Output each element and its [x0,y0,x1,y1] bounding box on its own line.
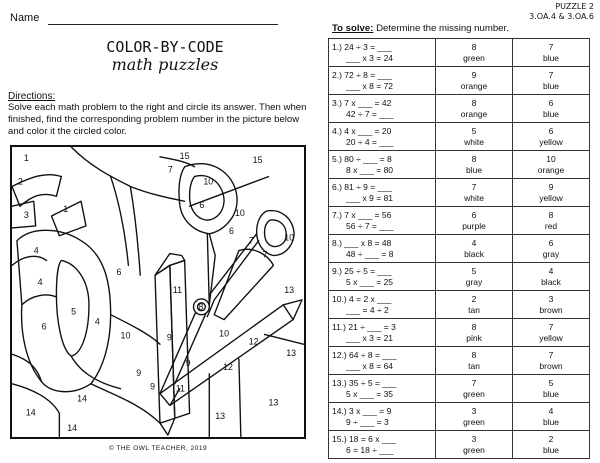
equation-2: 56 ÷ 7 = ___ [346,220,394,231]
region-number: 4 [33,245,39,256]
equation-1: 3 x ___ = 9 [349,405,392,416]
answer-color: tan [468,304,480,315]
region-number: 8 [198,301,204,312]
region-number: 1 [23,152,29,163]
standards-code: 3.OA.4 & 3.OA.6 [529,12,594,21]
equation-1: 4 = 2 x ___ [349,293,392,304]
answer-choice-1[interactable] [436,431,513,459]
problem-number: 13.) [332,377,347,388]
answer-color: black [541,276,561,287]
answer-value: 2 [548,433,554,444]
problem-equations [329,95,436,123]
answer-choice-1[interactable] [436,123,513,151]
problem-row [329,179,590,207]
problem-number: 14.) [332,405,347,416]
answer-value: 6 [548,237,554,248]
region-number: 7 [262,249,268,260]
answer-color: orange [460,80,488,91]
equation-1: 81 ÷ 9 = ___ [344,181,392,192]
name-line[interactable] [48,24,278,25]
region-number: 10 [284,232,295,243]
region-number: 12 [223,361,233,372]
answer-choice-2[interactable] [513,123,590,151]
answer-choice-1[interactable] [436,375,513,403]
answer-color: orange [460,108,488,119]
equation-2: ___ x 9 = 81 [346,192,394,203]
region-number: 14 [77,393,87,404]
region-number: 12 [248,336,259,347]
problem-number: 15.) [332,433,347,444]
equation-1: 35 ÷ 5 = ___ [349,377,397,388]
answer-choice-2[interactable] [513,263,590,291]
answer-value: 8 [471,153,477,164]
region-number: 14 [67,423,78,434]
problem-row [329,431,590,459]
answer-choice-1[interactable] [436,151,513,179]
solve-instruction [332,23,509,34]
problem-row [329,67,590,95]
problem-number: 9.) [332,265,342,276]
answer-color: black [464,248,484,259]
answer-value: 7 [471,181,477,192]
answer-choice-2[interactable] [513,179,590,207]
answer-value: 6 [471,209,477,220]
answer-choice-2[interactable] [513,347,590,375]
region-number: 9 [185,357,191,368]
answer-choice-1[interactable] [436,39,513,67]
region-number: 9 [150,381,156,392]
region-number: 10 [234,208,245,219]
answer-color: gray [542,248,560,259]
answer-value: 5 [548,377,554,388]
answer-choice-1[interactable] [436,235,513,263]
answer-value: 2 [471,293,477,304]
answer-color: yellow [539,192,563,203]
problem-row [329,319,590,347]
answer-color: pink [466,332,482,343]
answer-choice-2[interactable] [513,151,590,179]
problem-table [328,38,590,459]
answer-value: 7 [548,321,554,332]
answer-choice-2[interactable] [513,431,590,459]
region-number: 2 [17,176,23,187]
equation-1: 80 ÷ ___ = 8 [344,153,392,164]
title-color-by-code: COLOR-BY-CODE [106,38,224,56]
region-number: 4 [37,277,43,288]
answer-choice-2[interactable] [513,375,590,403]
problem-equations [329,403,436,431]
region-number: 13 [268,397,279,408]
problem-row [329,123,590,151]
problem-row [329,95,590,123]
answer-value: 3 [471,405,477,416]
problem-equations [329,375,436,403]
answer-value: 4 [471,237,477,248]
answer-choice-2[interactable] [513,319,590,347]
answer-color: red [544,220,558,231]
answer-choice-1[interactable] [436,67,513,95]
equation-2: 9 ÷ ___ = 3 [346,416,389,427]
problem-row [329,291,590,319]
equation-2: ___ x 3 = 21 [346,332,394,343]
problem-number: 6.) [332,181,342,192]
answer-choice-2[interactable] [513,291,590,319]
answer-color: blue [542,444,560,455]
problem-equations [329,235,436,263]
answer-choice-1[interactable] [436,403,513,431]
equation-1: ___ x 8 = 48 [344,237,392,248]
answer-value: 7 [548,41,554,52]
problem-equations [329,67,436,95]
answer-choice-1[interactable] [436,179,513,207]
problem-equations [329,431,436,459]
region-number: 6 [199,200,205,211]
problem-number: 11.) [332,321,347,332]
problem-equations [329,151,436,179]
answer-color: blue [542,52,560,63]
answer-value: 7 [548,349,554,360]
title-math-puzzles: math puzzles [111,55,219,74]
region-number: 13 [284,284,295,295]
name-label: Name [10,12,40,24]
answer-color: green [463,416,485,427]
problem-row [329,375,590,403]
answer-choice-2[interactable] [513,207,590,235]
region-number: 9 [136,367,142,378]
problem-equations [329,291,436,319]
answer-value: 3 [548,293,554,304]
problem-row [329,39,590,67]
equation-2: 5 x ___ = 25 [346,276,394,287]
problem-number: 4.) [332,125,342,136]
problem-number: 5.) [332,153,342,164]
problem-equations [329,207,436,235]
region-number: 9 [166,332,172,343]
answer-value: 7 [471,377,477,388]
region-number: 11 [172,284,182,295]
problem-equations [329,347,436,375]
problem-row [329,235,590,263]
answer-value: 7 [548,69,554,80]
region-number: 13 [215,411,226,422]
answer-value: 5 [471,265,477,276]
answer-color: purple [462,220,486,231]
answer-value: 8 [471,321,477,332]
region-number: 11 [175,383,185,394]
problem-equations [329,179,436,207]
answer-choice-2[interactable] [513,95,590,123]
problem-number: 1.) [332,41,342,52]
problem-equations [329,263,436,291]
problem-number: 8.) [332,237,342,248]
problem-row [329,347,590,375]
equation-1: 21 ÷ ___ = 3 [348,321,396,332]
equation-1: 7 x ___ = 56 [344,209,392,220]
region-number: 6 [116,267,122,278]
problem-row [329,263,590,291]
answer-color: white [464,136,484,147]
equation-2: 42 ÷ 7 = ___ [346,108,394,119]
problem-equations [329,39,436,67]
answer-color: yellow [539,136,563,147]
equation-1: 18 = 6 x ___ [349,433,397,444]
region-number: 10 [219,328,230,339]
equation-2: ___ x 8 = 64 [346,360,394,371]
equation-2: ___ x 8 = 72 [346,80,394,91]
answer-value: 6 [548,97,554,108]
region-number: 7 [248,235,254,246]
answer-color: blue [542,108,560,119]
answer-value: 9 [471,69,477,80]
problem-row [329,207,590,235]
answer-choice-1[interactable] [436,95,513,123]
answer-color: gray [465,276,483,287]
problem-number: 2.) [332,69,342,80]
answer-value: 8 [471,97,477,108]
answer-value: 8 [471,349,477,360]
answer-color: blue [542,388,560,399]
equation-2: 48 ÷ ___ = 8 [346,248,394,259]
equation-1: 4 x ___ = 20 [344,125,392,136]
equation-2: 8 x ___ = 80 [346,164,394,175]
puzzle-number: PUZZLE 2 [555,2,594,11]
equation-1: 7 x ___ = 42 [344,97,392,108]
answer-choice-1[interactable] [436,291,513,319]
region-number: 14 [25,407,36,418]
solve-text: Determine the missing number. [376,23,509,34]
answer-color: blue [465,164,483,175]
directions-text: Solve each math problem to the right and circle its answer. Then when finished, find the corresponding problem number in the picture below and color it the circled color. [8,102,307,137]
solve-label: To solve: [332,23,374,34]
problem-equations [329,123,436,151]
problem-number: 7.) [332,209,342,220]
answer-value: 8 [548,209,554,220]
answer-choice-2[interactable] [513,67,590,95]
region-number: 10 [203,176,214,187]
region-number: 4 [94,316,100,327]
answer-choice-1[interactable] [436,319,513,347]
answer-color: tan [468,360,480,371]
answer-value: 5 [471,125,477,136]
equation-1: 72 ÷ 8 = ___ [344,69,392,80]
problem-row [329,151,590,179]
coloring-picture-svg [12,147,304,437]
equation-2: 6 = 18 ÷ ___ [346,444,394,455]
answer-color: green [463,444,485,455]
answer-value: 9 [548,181,554,192]
region-number: 3 [23,210,29,221]
equation-1: 24 ÷ 3 = ___ [344,41,392,52]
answer-choice-2[interactable] [513,403,590,431]
equation-1: 25 ÷ 5 = ___ [344,265,392,276]
answer-color: blue [542,416,560,427]
region-number: 6 [229,225,234,236]
answer-choice-1[interactable] [436,263,513,291]
answer-value: 4 [548,405,554,416]
answer-color: white [464,192,484,203]
answer-value: 3 [471,433,477,444]
answer-color: orange [537,164,565,175]
region-number: 1 [63,204,69,215]
answer-color: brown [539,304,563,315]
equation-2: 20 ÷ 4 = ___ [346,136,394,147]
coloring-picture [10,145,306,439]
directions-heading: Directions: [8,91,56,102]
answer-value: 6 [548,125,554,136]
answer-color: green [463,388,485,399]
answer-color: brown [539,360,563,371]
answer-choice-2[interactable] [513,39,590,67]
problem-number: 12.) [332,349,347,360]
equation-2: ___ x 3 = 24 [346,52,394,63]
equation-2: 5 x ___ = 35 [346,388,394,399]
problem-row [329,403,590,431]
answer-value: 4 [548,265,554,276]
answer-value: 8 [471,41,477,52]
region-number: 5 [71,306,77,317]
region-number: 15 [179,150,190,161]
problem-number: 3.) [332,97,342,108]
equation-2: ___ = 4 ÷ 2 [346,304,389,315]
region-number: 7 [167,164,173,175]
answer-color: yellow [539,332,563,343]
answer-choice-1[interactable] [436,347,513,375]
region-number: 15 [252,154,263,165]
region-number: 10 [120,330,131,341]
equation-1: 64 ÷ 8 = ___ [349,349,397,360]
problem-equations [329,319,436,347]
answer-choice-2[interactable] [513,235,590,263]
answer-color: green [463,52,485,63]
problem-number: 10.) [332,293,347,304]
region-number: 13 [286,348,297,359]
credit-line: © THE OWL TEACHER, 2019 [108,445,208,452]
region-number: 6 [41,321,47,332]
answer-choice-1[interactable] [436,207,513,235]
answer-value: 10 [546,153,556,164]
answer-color: blue [542,80,560,91]
puzzle-tag [529,2,594,22]
